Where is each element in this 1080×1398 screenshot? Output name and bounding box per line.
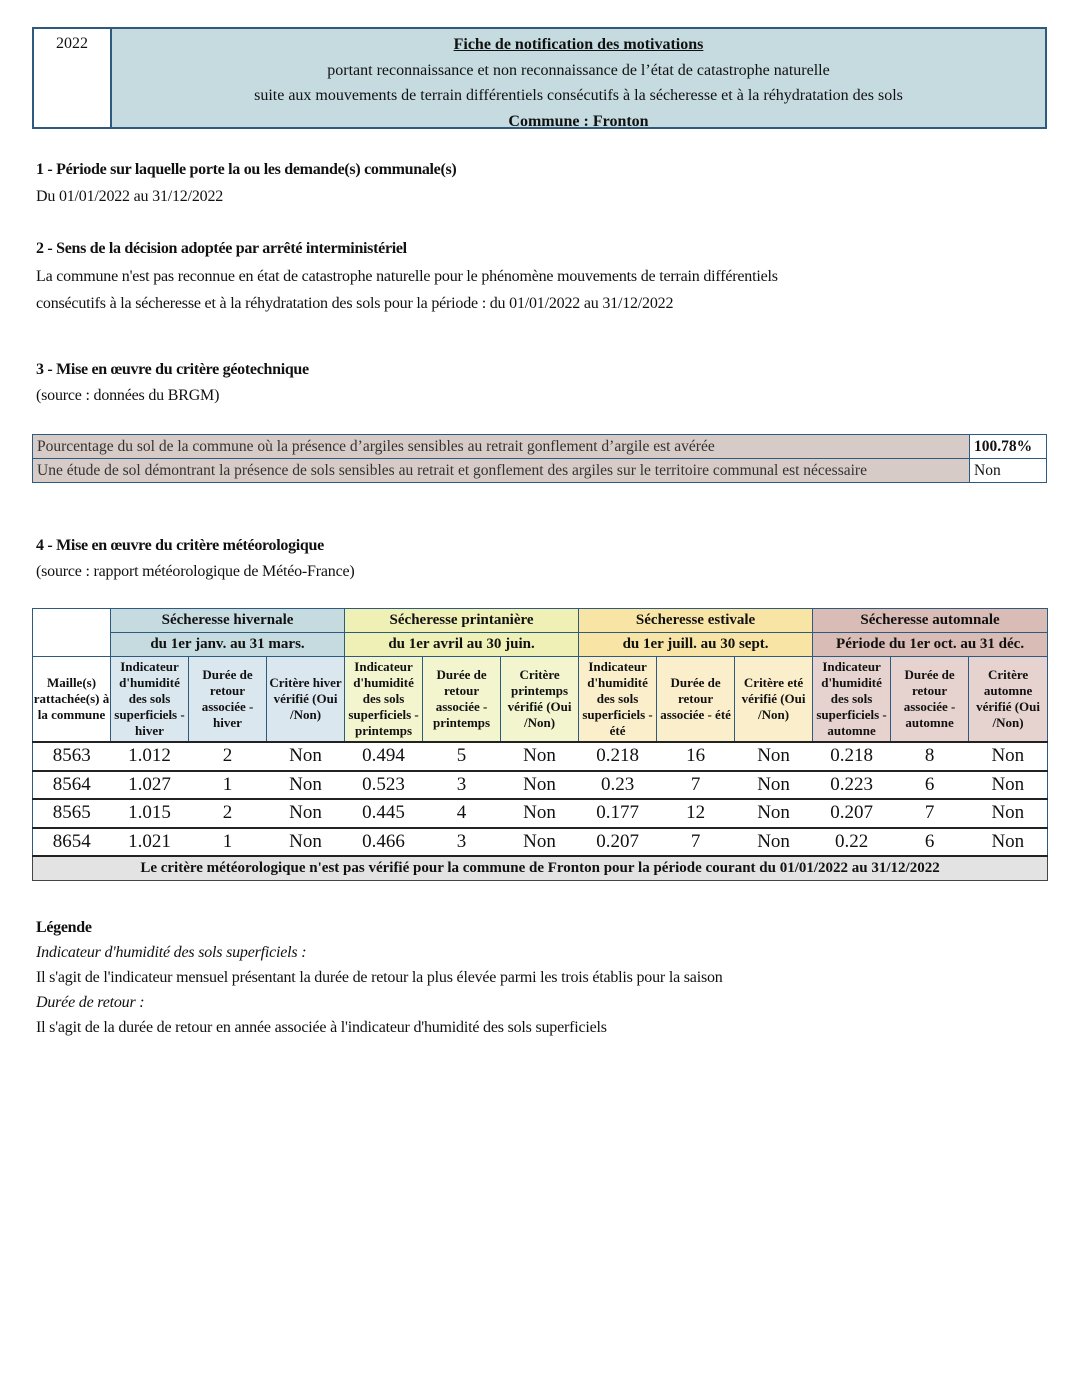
geotechnical-table bbox=[32, 434, 1047, 483]
data-cell: 0.494 bbox=[345, 742, 423, 771]
header-year: 2022 bbox=[34, 29, 112, 127]
data-cell: Non bbox=[735, 742, 813, 771]
column-header: Durée de retour associée - été bbox=[657, 657, 735, 743]
meteorological-table bbox=[32, 608, 1048, 881]
data-cell: Non bbox=[735, 828, 813, 857]
table-row bbox=[33, 799, 1048, 828]
data-cell: 16 bbox=[657, 742, 735, 771]
season-autumn-header: Sécheresse automnale bbox=[813, 609, 1048, 633]
column-header: Indicateur d'humidité des sols superficiels - hiver bbox=[111, 657, 189, 743]
maille-id-cell: 8564 bbox=[33, 771, 111, 800]
data-cell: Non bbox=[267, 771, 345, 800]
data-cell: Non bbox=[501, 742, 579, 771]
legend-title: Légende bbox=[36, 919, 92, 936]
data-cell: Non bbox=[969, 771, 1048, 800]
maille-id-cell: 8565 bbox=[33, 799, 111, 828]
column-header: Critère automne vérifié (Oui /Non) bbox=[969, 657, 1048, 743]
section-3-source: (source : données du BRGM) bbox=[36, 387, 220, 404]
blank-corner-cell bbox=[33, 609, 111, 657]
geo-row bbox=[33, 459, 1047, 483]
data-cell: 1 bbox=[189, 771, 267, 800]
geo-row-value: Non bbox=[970, 459, 1047, 483]
data-cell: Non bbox=[969, 799, 1048, 828]
meteo-conclusion: Le critère météorologique n'est pas vérifié pour la commune de Fronton pour la période courant du 01/01/2022 au 31/12/2022 bbox=[33, 856, 1048, 881]
data-cell: 2 bbox=[189, 799, 267, 828]
data-cell: 7 bbox=[657, 771, 735, 800]
legend-definition-indicator: Il s'agit de l'indicateur mensuel présentant la durée de retour la plus élevée parmi les trois établis pour la saison bbox=[36, 969, 723, 986]
section-4-source: (source : rapport météorologique de Météo-France) bbox=[36, 563, 355, 580]
column-header: Maille(s) rattachée(s) à la commune bbox=[33, 657, 111, 743]
maille-id-cell: 8654 bbox=[33, 828, 111, 857]
data-cell: Non bbox=[267, 799, 345, 828]
data-cell: 0.207 bbox=[813, 799, 891, 828]
section-2-title: 2 - Sens de la décision adoptée par arrêté interministériel bbox=[36, 240, 407, 257]
data-cell: 0.466 bbox=[345, 828, 423, 857]
column-header: Indicateur d'humidité des sols superficiels - automne bbox=[813, 657, 891, 743]
maille-id-cell: 8563 bbox=[33, 742, 111, 771]
data-cell: Non bbox=[267, 828, 345, 857]
section-2-text-2: consécutifs à la sécheresse et à la réhydratation des sols pour la période : du 01/01/2022 au 31/12/2022 bbox=[36, 295, 674, 312]
data-cell: 0.207 bbox=[579, 828, 657, 857]
data-cell: 5 bbox=[423, 742, 501, 771]
data-cell: Non bbox=[501, 799, 579, 828]
document-title: Fiche de notification des motivations bbox=[453, 36, 704, 53]
section-2-text-1: La commune n'est pas reconnue en état de catastrophe naturelle pour le phénomène mouvements de terrain différentiels bbox=[36, 268, 778, 285]
data-cell: 0.22 bbox=[813, 828, 891, 857]
data-cell: 6 bbox=[891, 828, 969, 857]
geo-row-value: 100.78% bbox=[970, 435, 1047, 459]
data-cell: 1.027 bbox=[111, 771, 189, 800]
season-autumn-period: Période du 1er oct. au 31 déc. bbox=[813, 633, 1048, 657]
data-cell: 7 bbox=[891, 799, 969, 828]
data-cell: Non bbox=[735, 799, 813, 828]
geo-row-label: Une étude de sol démontrant la présence de sols sensibles au retrait et gonflement des argiles sur le territoire communal est nécessaire bbox=[33, 459, 970, 483]
data-cell: 4 bbox=[423, 799, 501, 828]
column-header: Indicateur d'humidité des sols superficiels - printemps bbox=[345, 657, 423, 743]
data-cell: 0.223 bbox=[813, 771, 891, 800]
season-summer-period: du 1er juill. au 30 sept. bbox=[579, 633, 813, 657]
table-row bbox=[33, 771, 1048, 800]
data-cell: 8 bbox=[891, 742, 969, 771]
data-cell: 0.23 bbox=[579, 771, 657, 800]
data-cell: Non bbox=[501, 828, 579, 857]
data-cell: 0.445 bbox=[345, 799, 423, 828]
data-cell: 0.218 bbox=[813, 742, 891, 771]
column-header: Critère eté vérifié (Oui /Non) bbox=[735, 657, 813, 743]
data-cell: Non bbox=[735, 771, 813, 800]
document-header bbox=[32, 27, 1047, 129]
section-1-title: 1 - Période sur laquelle porte la ou les demande(s) communale(s) bbox=[36, 161, 457, 178]
geo-row bbox=[33, 435, 1047, 459]
data-cell: 0.177 bbox=[579, 799, 657, 828]
geo-row-label: Pourcentage du sol de la commune où la présence d’argiles sensibles au retrait gonflement d’argile est avérée bbox=[33, 435, 970, 459]
data-cell: 6 bbox=[891, 771, 969, 800]
season-winter-header: Sécheresse hivernale bbox=[111, 609, 345, 633]
header-main bbox=[112, 29, 1045, 130]
data-cell: Non bbox=[969, 828, 1048, 857]
data-cell: 1 bbox=[189, 828, 267, 857]
data-cell: Non bbox=[969, 742, 1048, 771]
data-cell: 7 bbox=[657, 828, 735, 857]
column-header: Indicateur d'humidité des sols superficiels - été bbox=[579, 657, 657, 743]
season-winter-period: du 1er janv. au 31 mars. bbox=[111, 633, 345, 657]
section-4-title: 4 - Mise en œuvre du critère météorologique bbox=[36, 537, 324, 554]
column-header: Durée de retour associée - automne bbox=[891, 657, 969, 743]
legend-definition-return-period: Il s'agit de la durée de retour en année associée à l'indicateur d'humidité des sols superficiels bbox=[36, 1019, 607, 1036]
column-header: Critère hiver vérifié (Oui /Non) bbox=[267, 657, 345, 743]
data-cell: Non bbox=[501, 771, 579, 800]
column-header-row bbox=[33, 657, 1048, 743]
column-header: Durée de retour associée - printemps bbox=[423, 657, 501, 743]
column-header: Durée de retour associée - hiver bbox=[189, 657, 267, 743]
season-summer-header: Sécheresse estivale bbox=[579, 609, 813, 633]
season-spring-header: Sécheresse printanière bbox=[345, 609, 579, 633]
data-cell: 12 bbox=[657, 799, 735, 828]
data-cell: Non bbox=[267, 742, 345, 771]
data-cell: 2 bbox=[189, 742, 267, 771]
data-cell: 1.012 bbox=[111, 742, 189, 771]
header-subtitle-1: portant reconnaissance et non reconnaissance de l’état de catastrophe naturelle bbox=[327, 61, 830, 79]
data-cell: 3 bbox=[423, 771, 501, 800]
data-cell: 0.523 bbox=[345, 771, 423, 800]
table-row bbox=[33, 742, 1048, 771]
data-cell: 3 bbox=[423, 828, 501, 857]
column-header: Critère printemps vérifié (Oui /Non) bbox=[501, 657, 579, 743]
section-3-title: 3 - Mise en œuvre du critère géotechnique bbox=[36, 361, 309, 378]
data-cell: 0.218 bbox=[579, 742, 657, 771]
table-row bbox=[33, 828, 1048, 857]
season-spring-period: du 1er avril au 30 juin. bbox=[345, 633, 579, 657]
header-subtitle-2: suite aux mouvements de terrain différentiels consécutifs à la sécheresse et à la réhydratation des sols bbox=[254, 87, 903, 104]
legend-term-return-period: Durée de retour : bbox=[36, 994, 145, 1011]
section-1-text: Du 01/01/2022 au 31/12/2022 bbox=[36, 188, 224, 205]
header-commune: Commune : Fronton bbox=[508, 112, 649, 130]
data-cell: 1.021 bbox=[111, 828, 189, 857]
data-cell: 1.015 bbox=[111, 799, 189, 828]
legend-term-indicator: Indicateur d'humidité des sols superficiels : bbox=[36, 944, 307, 961]
